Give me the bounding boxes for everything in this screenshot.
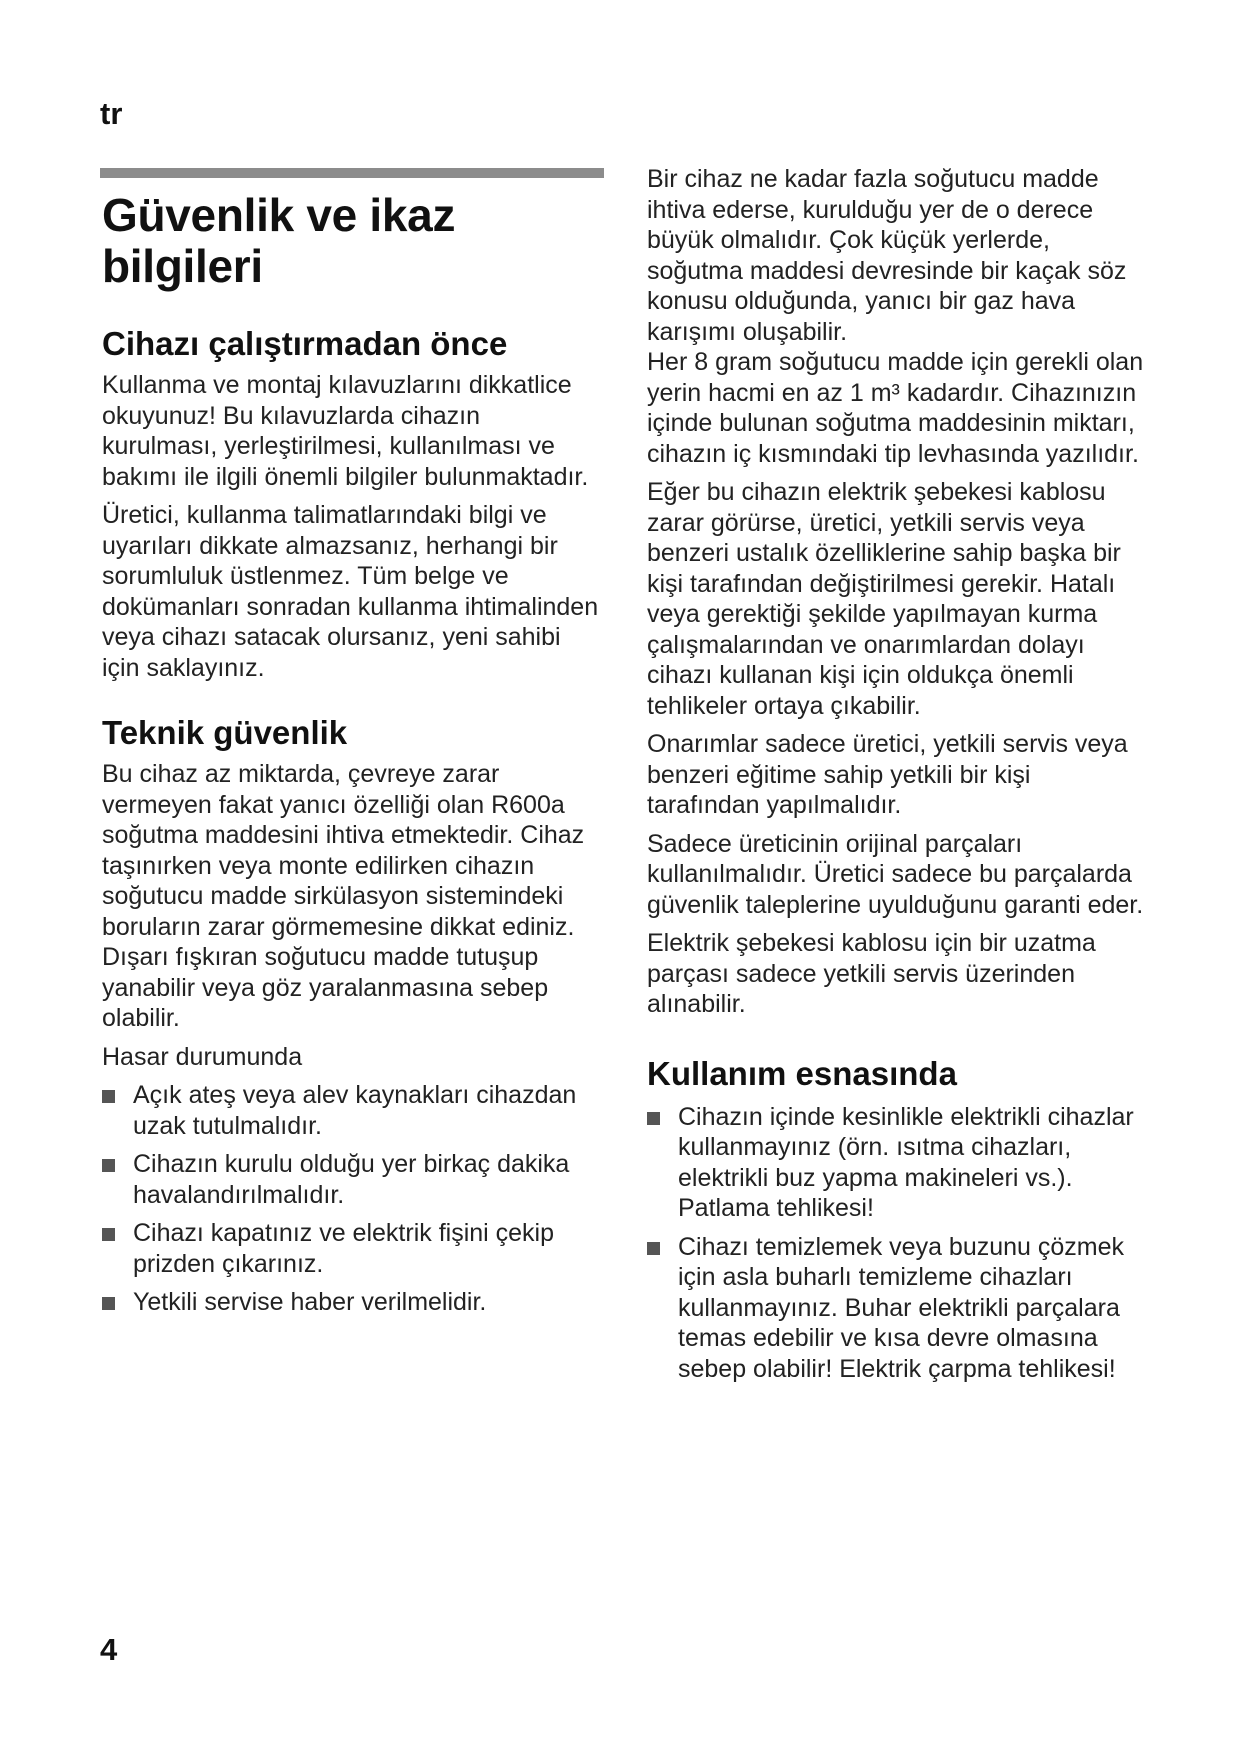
usage-bullet-list	[647, 1102, 1147, 1385]
list-item: Cihazı kapatınız ve elektrik fişini çekip prizden çıkarınız.	[102, 1218, 602, 1279]
paragraph: Eğer bu cihazın elektrik şebekesi kablosu zarar görürse, üretici, yetkili servis veya benzeri ustalık özelliklerine sahip başka bir kişi tarafından değiştirilmesi gerekir. Hatalı veya gerektiği şekilde yapılmayan kurma çalışmalarından ve onarımlardan dolayı cihazı kullanan kişi için oldukça önemli tehlikeler ortaya çıkabilir.	[647, 478, 1121, 720]
heading-before-operation: Cihazı çalıştırmadan önce	[102, 325, 508, 362]
paragraph: Her 8 gram soğutucu madde için gerekli olan yerin hacmi en az 1 m³ kadardır. Cihazınızın içinde bulunan soğutma maddesinin miktarı, cihazın iç kısmındaki tip levhasında yazılıdır.	[647, 348, 1144, 468]
paragraph: Elektrik şebekesi kablosu için bir uzatma parçası sadece yetkili servis üzerinden alınabilir.	[647, 929, 1096, 1018]
list-item: Açık ateş veya alev kaynakları cihazdan uzak tutulmalıdır.	[102, 1080, 602, 1141]
list-item: Yetkili servise haber verilmelidir.	[102, 1287, 602, 1318]
bullet-square-icon	[102, 1159, 115, 1172]
page-title: Güvenlik ve ikaz bilgileri	[102, 189, 456, 292]
list-item: Cihazın içinde kesinlikle elektrikli cihazlar kullanmayınız (örn. ısıtma cihazları, elektrikli buz yapma makineleri vs.). Patlama tehlikesi!	[647, 1102, 1147, 1224]
paragraph: Onarımlar sadece üretici, yetkili servis veya benzeri eğitime sahip yetkili bir kişi tarafından yapılmalıdır.	[647, 730, 1128, 819]
language-code: tr	[100, 96, 123, 131]
heading-during-use: Kullanım esnasında	[647, 1054, 957, 1092]
paragraph: Hasar durumunda	[102, 1042, 303, 1071]
list-item: Cihazı temizlemek veya buzunu çözmek için asla buharlı temizleme cihazları kullanmayınız. Buhar elektrikli parçalara temas edebilir ve kısa devre olmasına sebep olabilir! Elektrik çarpma tehlikesi!	[647, 1232, 1147, 1385]
bullet-square-icon	[102, 1090, 115, 1103]
left-column	[102, 190, 602, 1318]
bullet-square-icon	[647, 1242, 660, 1255]
paragraph: Bir cihaz ne kadar fazla soğutucu madde ihtiva ederse, kurulduğu yer de o derece büyük olmalıdır. Çok küçük yerlerde, soğutma maddesi devresinde bir kaçak söz konusu olduğunda, yanıcı bir gaz hava karışımı oluşabilir.	[647, 165, 1127, 346]
damage-bullet-list	[102, 1080, 602, 1318]
right-column	[647, 164, 1147, 1384]
heading-technical-safety: Teknik güvenlik	[102, 714, 348, 751]
paragraph: Kullanma ve montaj kılavuzlarını dikkatlice okuyunuz! Bu kılavuzlarda cihazın kurulması, yerleştirilmesi, kullanılması ve bakımı ile ilgili önemli bilgiler bulunmaktadır.	[102, 371, 589, 491]
bullet-square-icon	[102, 1228, 115, 1241]
page-number: 4	[100, 1632, 118, 1667]
bullet-square-icon	[102, 1297, 115, 1310]
paragraph: Sadece üreticinin orijinal parçaları kullanılmalıdır. Üretici sadece bu parçalarda güvenlik taleplerine uyulduğunu garanti eder.	[647, 829, 1144, 919]
section-divider-bar	[100, 168, 604, 178]
paragraph: Üretici, kullanma talimatlarındaki bilgi ve uyarıları dikkate almazsanız, herhangi bir sorumluluk üstlenmez. Tüm belge ve dokümanları sonradan kullanma ihtimalinden veya cihazı satacak olursanız, yeni sahibi için saklayınız.	[102, 501, 599, 682]
list-item: Cihazın kurulu olduğu yer birkaç dakika havalandırılmalıdır.	[102, 1149, 602, 1210]
paragraph: Bu cihaz az miktarda, çevreye zarar vermeyen fakat yanıcı özelliği olan R600a soğutma maddesini ihtiva etmektedir. Cihaz taşınırken veya monte edilirken cihazın soğutucu madde sirkülasyon sistemindeki boruların zarar görmemesine dikkat ediniz. Dışarı fışkıran soğutucu madde tutuşup yanabilir veya göz yaralanmasına sebep olabilir.	[102, 760, 585, 1032]
bullet-square-icon	[647, 1112, 660, 1125]
